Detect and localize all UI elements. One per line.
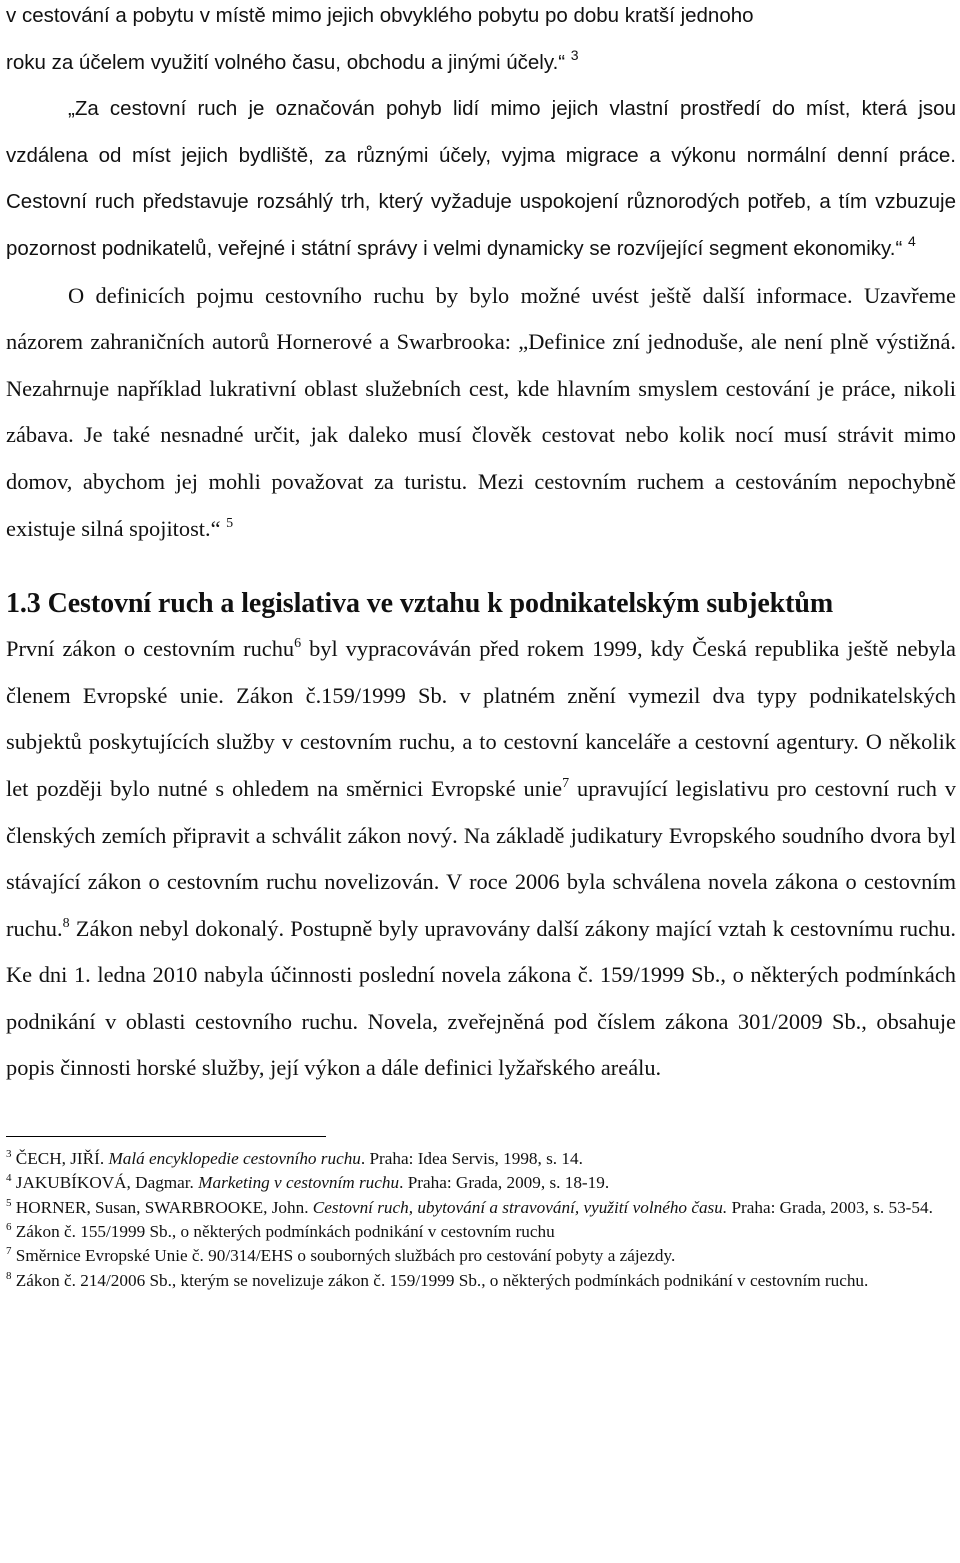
footnote-number: 4 xyxy=(6,1172,12,1185)
footnote-title: Marketing v cestovním ruchu xyxy=(198,1173,400,1193)
paragraph-4 xyxy=(6,626,956,1092)
section-heading: 1.3 Cestovní ruch a legislativa ve vztahu k podnikatelským subjektům xyxy=(6,588,834,620)
footnote-text: HORNER, Susan, SWARBROOKE, John. xyxy=(11,1197,313,1217)
footnote-separator xyxy=(6,1136,326,1137)
footnote-ref-3: 3 xyxy=(570,46,579,63)
paragraph-3-text: O definicích pojmu cestovního ruchu by bylo možné uvést ještě další informace. Uzavřeme názorem zahraničních autorů Hornerové a Swarbrooka: „Definice zní jednoduše, ale není plně výstižná. Nezahrnuje například lukrativní oblast služebních cest, kde hlavním smyslem cestování je práce, nikoli zábava. Je také nesnadné určit, jak daleko musí člověk cestovat nebo kolik nocí musí strávit mimo domov, abychom jej mohli považovat za turistu. Mezi cestovním ruchem a cestováním nepochybně existuje silná spojitost.“ xyxy=(6,282,956,541)
footnote-text: Zákon č. 155/1999 Sb., o některých podmínkách podnikání v cestovním ruchu xyxy=(11,1221,555,1241)
footnote-title: Cestovní ruch, ubytování a stravování, využití volného času. xyxy=(312,1197,728,1217)
footnote-number: 5 xyxy=(6,1196,12,1209)
paragraph-1-line-1: v cestování a pobytu v místě mimo jejich obvyklého pobytu po dobu kratší jednoho xyxy=(6,4,754,27)
footnote-source: Praha: Grada, 2003, s. 53-54. xyxy=(727,1197,933,1217)
paragraph-1-line-2: roku za účelem využití volného času, obchodu a jinými účely.“ xyxy=(6,50,571,74)
paragraph-4-seg-2: byl vypracováván před rokem 1999, kdy Česká republika ještě nebyla členem Evropské unie. Zákon č.159/1999 Sb. v platném znění vymezil dva typy podnikatelských subjektů poskytujících služby v cestovním ruchu, a to cestovní kanceláře a cestovní agentury. O několik let později bylo nutné s ohledem na směrnici Evropské unie xyxy=(6,636,956,801)
footnote-8 xyxy=(6,1269,956,1293)
paragraph-4-seg-3: upravující legislativu pro cestovní ruch v členských zemích připravit a schválit zákon nový. Na základě judikatury Evropského soudního dvora byl stávající zákon o cestovním ruchu novelizován. V roce 2006 byla schválena novela zákona o cestovním ruchu. xyxy=(6,775,956,941)
footnote-ref-4: 4 xyxy=(908,232,916,249)
footnote-ref-5: 5 xyxy=(226,515,234,531)
paragraph-2-text: „Za cestovní ruch je označován pohyb lidí mimo jejich vlastní prostředí do míst, která jsou vzdálena od míst jejich bydliště, za různými účely, vyjma migrace a výkonu normální denní práce. Cestovní ruch představuje rozsáhlý trh, který vyžaduje uspokojení různorodých potřeb, a tím vzbuzuje pozornost podnikatelů, veřejné i státní správy i velmi dynamicky se rozvíjející segment ekonomiky.“ xyxy=(6,97,956,260)
footnote-text: Směrnice Evropské Unie č. 90/314/EHS o souborných službách pro cestování pobyty a zájezdy. xyxy=(11,1246,676,1266)
footnote-title: Malá encyklopedie cestovního ruchu xyxy=(108,1149,361,1169)
footnote-number: 8 xyxy=(6,1269,12,1282)
footnote-ref-8: 8 xyxy=(62,915,70,931)
paragraph-2 xyxy=(6,86,956,272)
footnote-source: . Praha: Idea Servis, 1998, s. 14. xyxy=(360,1149,583,1169)
footnotes xyxy=(6,1147,956,1293)
footnote-ref-6: 6 xyxy=(294,636,302,652)
footnote-text: JAKUBÍKOVÁ, Dagmar. xyxy=(11,1173,199,1193)
footnote-text: ČECH, JIŘÍ. xyxy=(11,1149,109,1169)
footnote-7 xyxy=(6,1244,956,1268)
footnote-source: . Praha: Grada, 2009, s. 18-19. xyxy=(399,1173,610,1193)
paragraph-3 xyxy=(6,273,956,553)
document-page xyxy=(6,0,956,1293)
footnote-5 xyxy=(6,1196,956,1220)
paragraph-1 xyxy=(6,0,956,86)
paragraph-4-seg-4: Zákon nebyl dokonalý. Postupně byly upravovány další zákony mající vztah k cestovnímu ruchu. Ke dni 1. ledna 2010 nabyla účinnosti poslední novela zákona č. 159/1999 Sb., o některých podmínkách podnikání v oblasti cestovního ruchu. Novela, zveřejněná pod číslem zákona 301/2009 Sb., obsahuje popis činnosti horské služby, její výkon a dále definici lyžařského areálu. xyxy=(6,915,956,1081)
footnote-number: 7 xyxy=(6,1245,12,1258)
footnote-3 xyxy=(6,1147,956,1171)
footnote-number: 6 xyxy=(6,1220,12,1233)
footnote-ref-7: 7 xyxy=(562,775,570,791)
footnote-4 xyxy=(6,1171,956,1195)
paragraph-4-seg-1: První zákon o cestovním ruchu xyxy=(6,636,295,662)
footnote-number: 3 xyxy=(6,1148,12,1161)
footnote-text: Zákon č. 214/2006 Sb., kterým se novelizuje zákon č. 159/1999 Sb., o některých podmínkách podnikání v cestovním ruchu. xyxy=(11,1270,869,1290)
footnote-6 xyxy=(6,1220,956,1244)
